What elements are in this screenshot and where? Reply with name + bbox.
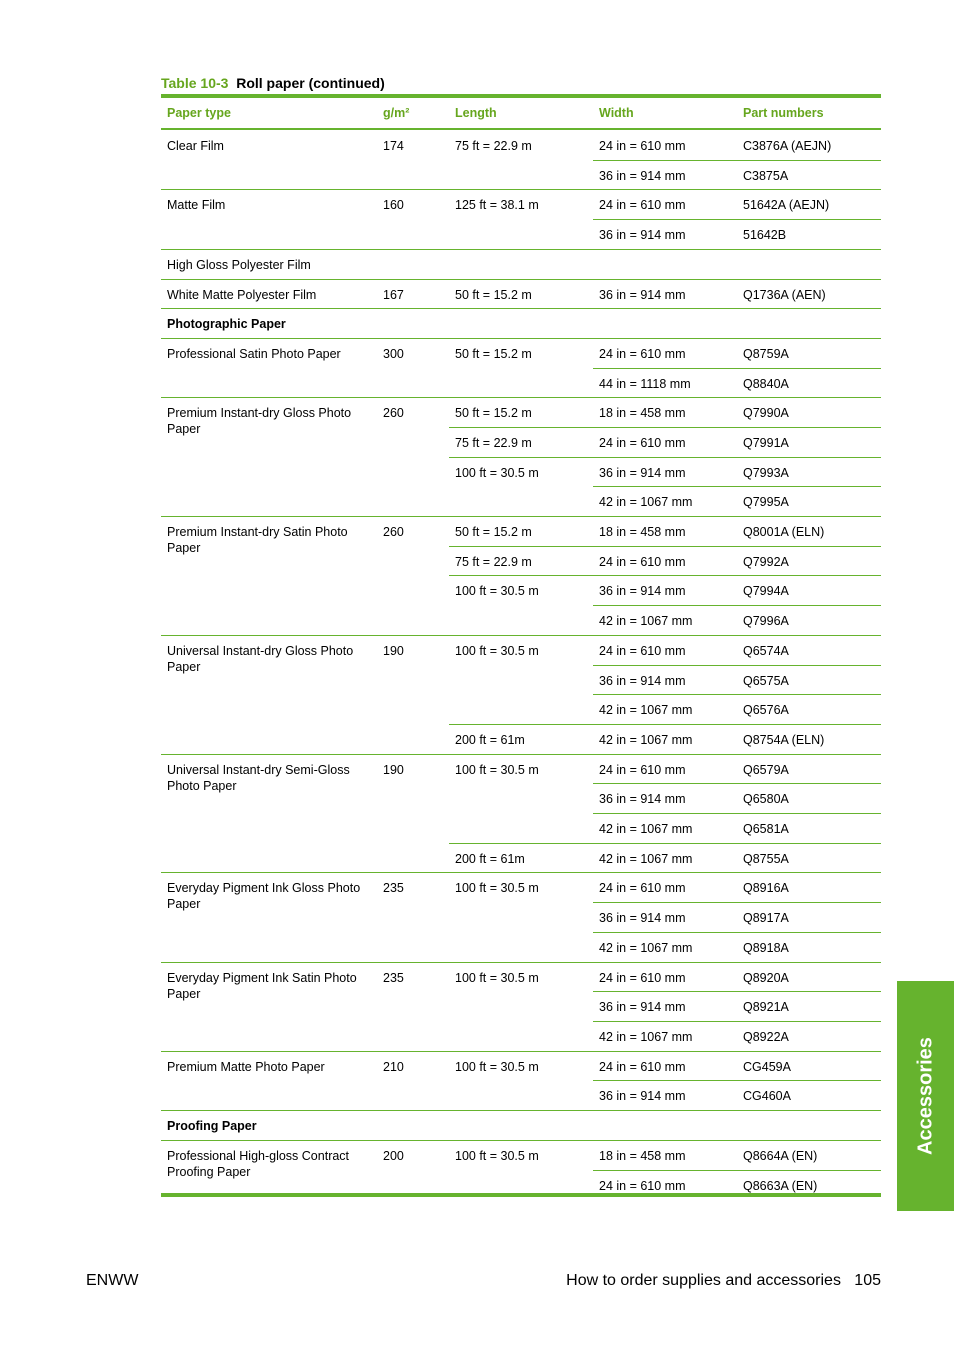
width-cell: 24 in = 610 mm bbox=[599, 436, 686, 450]
paper-type-cell: Matte Film bbox=[167, 198, 226, 212]
header-part-numbers: Part numbers bbox=[743, 106, 824, 120]
part-number-cell: Q7993A bbox=[743, 466, 789, 480]
sub-row-divider bbox=[593, 665, 881, 666]
header-gsm: g/m² bbox=[383, 106, 410, 120]
part-number-cell: 51642B bbox=[743, 228, 787, 242]
length-cell: 100 ft = 30.5 m bbox=[455, 763, 539, 777]
part-number-cell: Q7991A bbox=[743, 436, 789, 450]
width-cell: 24 in = 610 mm bbox=[599, 1060, 686, 1074]
gsm-cell: 260 bbox=[383, 406, 404, 420]
length-cell: 75 ft = 22.9 m bbox=[455, 139, 532, 153]
gsm-cell: 167 bbox=[383, 288, 404, 302]
width-cell: 36 in = 914 mm bbox=[599, 792, 686, 806]
gsm-cell: 174 bbox=[383, 139, 404, 153]
row-divider bbox=[161, 338, 881, 339]
part-number-cell: Q6579A bbox=[743, 763, 789, 777]
sub-row-divider bbox=[593, 1170, 881, 1171]
width-cell: 18 in = 458 mm bbox=[599, 406, 686, 420]
row-divider bbox=[161, 249, 881, 250]
part-number-cell: Q8754A (ELN) bbox=[743, 733, 825, 747]
part-number-cell: Q6574A bbox=[743, 644, 789, 658]
length-cell: 200 ft = 61m bbox=[455, 852, 525, 866]
sub-row-divider bbox=[593, 694, 881, 695]
row-divider bbox=[161, 872, 881, 873]
length-cell: 125 ft = 38.1 m bbox=[455, 198, 539, 212]
row-divider bbox=[161, 962, 881, 963]
width-cell: 24 in = 610 mm bbox=[599, 1179, 686, 1193]
width-cell: 24 in = 610 mm bbox=[599, 763, 686, 777]
gsm-cell: 210 bbox=[383, 1060, 404, 1074]
part-number-cell: Q8922A bbox=[743, 1030, 789, 1044]
length-cell: 50 ft = 15.2 m bbox=[455, 347, 532, 361]
length-cell: 100 ft = 30.5 m bbox=[455, 584, 539, 598]
length-cell: 100 ft = 30.5 m bbox=[455, 466, 539, 480]
part-number-cell: Q8918A bbox=[743, 941, 789, 955]
sub-row-divider bbox=[593, 813, 881, 814]
part-number-cell: CG460A bbox=[743, 1089, 791, 1103]
width-cell: 42 in = 1067 mm bbox=[599, 703, 693, 717]
width-cell: 36 in = 914 mm bbox=[599, 466, 686, 480]
width-cell: 42 in = 1067 mm bbox=[599, 614, 693, 628]
paper-type-cell: Professional Satin Photo Paper bbox=[167, 347, 341, 361]
width-cell: 36 in = 914 mm bbox=[599, 1089, 686, 1103]
gsm-cell: 200 bbox=[383, 1149, 404, 1163]
sub-row-divider bbox=[593, 160, 881, 161]
part-number-cell: Q8663A (EN) bbox=[743, 1179, 818, 1193]
width-cell: 18 in = 458 mm bbox=[599, 525, 686, 539]
part-number-cell: Q8664A (EN) bbox=[743, 1149, 818, 1163]
gsm-cell: 160 bbox=[383, 198, 404, 212]
sub-row-divider bbox=[449, 843, 881, 844]
part-number-cell: 51642A (AEJN) bbox=[743, 198, 830, 212]
paper-type-cell: Universal Instant-dry Semi-Gloss Photo Paper bbox=[167, 763, 350, 793]
width-cell: 36 in = 914 mm bbox=[599, 911, 686, 925]
gsm-cell: 300 bbox=[383, 347, 404, 361]
width-cell: 36 in = 914 mm bbox=[599, 228, 686, 242]
width-cell: 36 in = 914 mm bbox=[599, 1000, 686, 1014]
width-cell: 24 in = 610 mm bbox=[599, 881, 686, 895]
paper-type-cell: Everyday Pigment Ink Satin Photo Paper bbox=[167, 971, 357, 1001]
paper-type-cell: Premium Instant-dry Satin Photo Paper bbox=[167, 525, 348, 555]
width-cell: 36 in = 914 mm bbox=[599, 288, 686, 302]
row-divider bbox=[161, 1140, 881, 1141]
part-number-cell: Q1736A (AEN) bbox=[743, 288, 826, 302]
sub-row-divider bbox=[449, 546, 881, 547]
width-cell: 24 in = 610 mm bbox=[599, 139, 686, 153]
part-number-cell: Q6581A bbox=[743, 822, 789, 836]
table-bottom-rule bbox=[161, 1193, 881, 1197]
row-divider bbox=[161, 308, 881, 309]
part-number-cell: C3875A bbox=[743, 169, 789, 183]
sub-row-divider bbox=[449, 457, 881, 458]
section-heading: Proofing Paper bbox=[167, 1119, 257, 1133]
sub-row-divider bbox=[593, 486, 881, 487]
width-cell: 42 in = 1067 mm bbox=[599, 495, 693, 509]
part-number-cell: Q7990A bbox=[743, 406, 789, 420]
part-number-cell: Q7994A bbox=[743, 584, 789, 598]
length-cell: 50 ft = 15.2 m bbox=[455, 525, 532, 539]
gsm-cell: 190 bbox=[383, 644, 404, 658]
width-cell: 24 in = 610 mm bbox=[599, 347, 686, 361]
gsm-cell: 260 bbox=[383, 525, 404, 539]
length-cell: 100 ft = 30.5 m bbox=[455, 881, 539, 895]
row-divider bbox=[161, 635, 881, 636]
length-cell: 100 ft = 30.5 m bbox=[455, 644, 539, 658]
gsm-cell: 190 bbox=[383, 763, 404, 777]
length-cell: 50 ft = 15.2 m bbox=[455, 406, 532, 420]
length-cell: 100 ft = 30.5 m bbox=[455, 971, 539, 985]
row-divider bbox=[161, 754, 881, 755]
part-number-cell: Q7995A bbox=[743, 495, 789, 509]
paper-type-cell: Everyday Pigment Ink Gloss Photo Paper bbox=[167, 881, 361, 911]
paper-type-cell: White Matte Polyester Film bbox=[167, 288, 317, 302]
part-number-cell: Q8921A bbox=[743, 1000, 789, 1014]
part-number-cell: Q8001A (ELN) bbox=[743, 525, 825, 539]
side-tab-label: Accessories bbox=[914, 1037, 936, 1155]
width-cell: 42 in = 1067 mm bbox=[599, 733, 693, 747]
paper-type-cell: Clear Film bbox=[167, 139, 224, 153]
width-cell: 24 in = 610 mm bbox=[599, 971, 686, 985]
width-cell: 36 in = 914 mm bbox=[599, 584, 686, 598]
header-length: Length bbox=[455, 106, 497, 120]
row-divider bbox=[161, 1110, 881, 1111]
length-cell: 100 ft = 30.5 m bbox=[455, 1149, 539, 1163]
sub-row-divider bbox=[593, 783, 881, 784]
sub-row-divider bbox=[593, 932, 881, 933]
width-cell: 24 in = 610 mm bbox=[599, 644, 686, 658]
part-number-cell: C3876A (AEJN) bbox=[743, 139, 832, 153]
width-cell: 24 in = 610 mm bbox=[599, 198, 686, 212]
table-header-row bbox=[161, 98, 881, 130]
width-cell: 42 in = 1067 mm bbox=[599, 822, 693, 836]
table-caption-title: Roll paper (continued) bbox=[236, 75, 385, 91]
paper-type-cell: Premium Matte Photo Paper bbox=[167, 1060, 325, 1074]
sub-row-divider bbox=[593, 902, 881, 903]
part-number-cell: Q6575A bbox=[743, 674, 789, 688]
row-divider bbox=[161, 397, 881, 398]
part-number-cell: Q8917A bbox=[743, 911, 789, 925]
sub-row-divider bbox=[593, 368, 881, 369]
footer-right bbox=[566, 1272, 881, 1290]
row-divider bbox=[161, 189, 881, 190]
header-width: Width bbox=[599, 106, 634, 120]
table-caption bbox=[161, 75, 385, 91]
gsm-cell: 235 bbox=[383, 881, 404, 895]
paper-type-cell: Premium Instant-dry Gloss Photo Paper bbox=[167, 406, 352, 436]
sub-row-divider bbox=[593, 1080, 881, 1081]
part-number-cell: Q8759A bbox=[743, 347, 789, 361]
paper-type-cell: Professional High-gloss Contract Proofing Paper bbox=[167, 1149, 350, 1179]
length-cell: 50 ft = 15.2 m bbox=[455, 288, 532, 302]
part-number-cell: Q8840A bbox=[743, 377, 789, 391]
length-cell: 200 ft = 61m bbox=[455, 733, 525, 747]
width-cell: 44 in = 1118 mm bbox=[599, 377, 691, 391]
sub-row-divider bbox=[593, 219, 881, 220]
row-divider bbox=[161, 516, 881, 517]
section-heading: Photographic Paper bbox=[167, 317, 286, 331]
width-cell: 36 in = 914 mm bbox=[599, 674, 686, 688]
length-cell: 75 ft = 22.9 m bbox=[455, 555, 532, 569]
width-cell: 24 in = 610 mm bbox=[599, 555, 686, 569]
footer-section-title: How to order supplies and accessories bbox=[566, 1272, 841, 1289]
table-caption-number: Table 10-3 bbox=[161, 75, 229, 91]
sub-row-divider bbox=[593, 991, 881, 992]
sub-row-divider bbox=[449, 575, 881, 576]
header-paper-type: Paper type bbox=[167, 106, 231, 120]
sub-row-divider bbox=[593, 1021, 881, 1022]
width-cell: 36 in = 914 mm bbox=[599, 169, 686, 183]
part-number-cell: Q8916A bbox=[743, 881, 789, 895]
part-number-cell: Q8920A bbox=[743, 971, 789, 985]
row-divider bbox=[161, 279, 881, 280]
part-number-cell: Q6580A bbox=[743, 792, 789, 806]
length-cell: 75 ft = 22.9 m bbox=[455, 436, 532, 450]
paper-type-cell: High Gloss Polyester Film bbox=[167, 258, 311, 272]
length-cell: 100 ft = 30.5 m bbox=[455, 1060, 539, 1074]
width-cell: 42 in = 1067 mm bbox=[599, 852, 693, 866]
paper-type-cell: Universal Instant-dry Gloss Photo Paper bbox=[167, 644, 354, 674]
chapter-side-tab bbox=[897, 981, 954, 1211]
part-number-cell: Q7992A bbox=[743, 555, 789, 569]
page-number: 105 bbox=[854, 1272, 881, 1289]
part-number-cell: Q6576A bbox=[743, 703, 789, 717]
width-cell: 42 in = 1067 mm bbox=[599, 941, 693, 955]
part-number-cell: Q7996A bbox=[743, 614, 789, 628]
sub-row-divider bbox=[593, 605, 881, 606]
sub-row-divider bbox=[449, 427, 881, 428]
row-divider bbox=[161, 1051, 881, 1052]
gsm-cell: 235 bbox=[383, 971, 404, 985]
part-number-cell: CG459A bbox=[743, 1060, 791, 1074]
width-cell: 18 in = 458 mm bbox=[599, 1149, 686, 1163]
sub-row-divider bbox=[449, 724, 881, 725]
width-cell: 42 in = 1067 mm bbox=[599, 1030, 693, 1044]
footer-enww: ENWW bbox=[86, 1272, 139, 1289]
part-number-cell: Q8755A bbox=[743, 852, 789, 866]
